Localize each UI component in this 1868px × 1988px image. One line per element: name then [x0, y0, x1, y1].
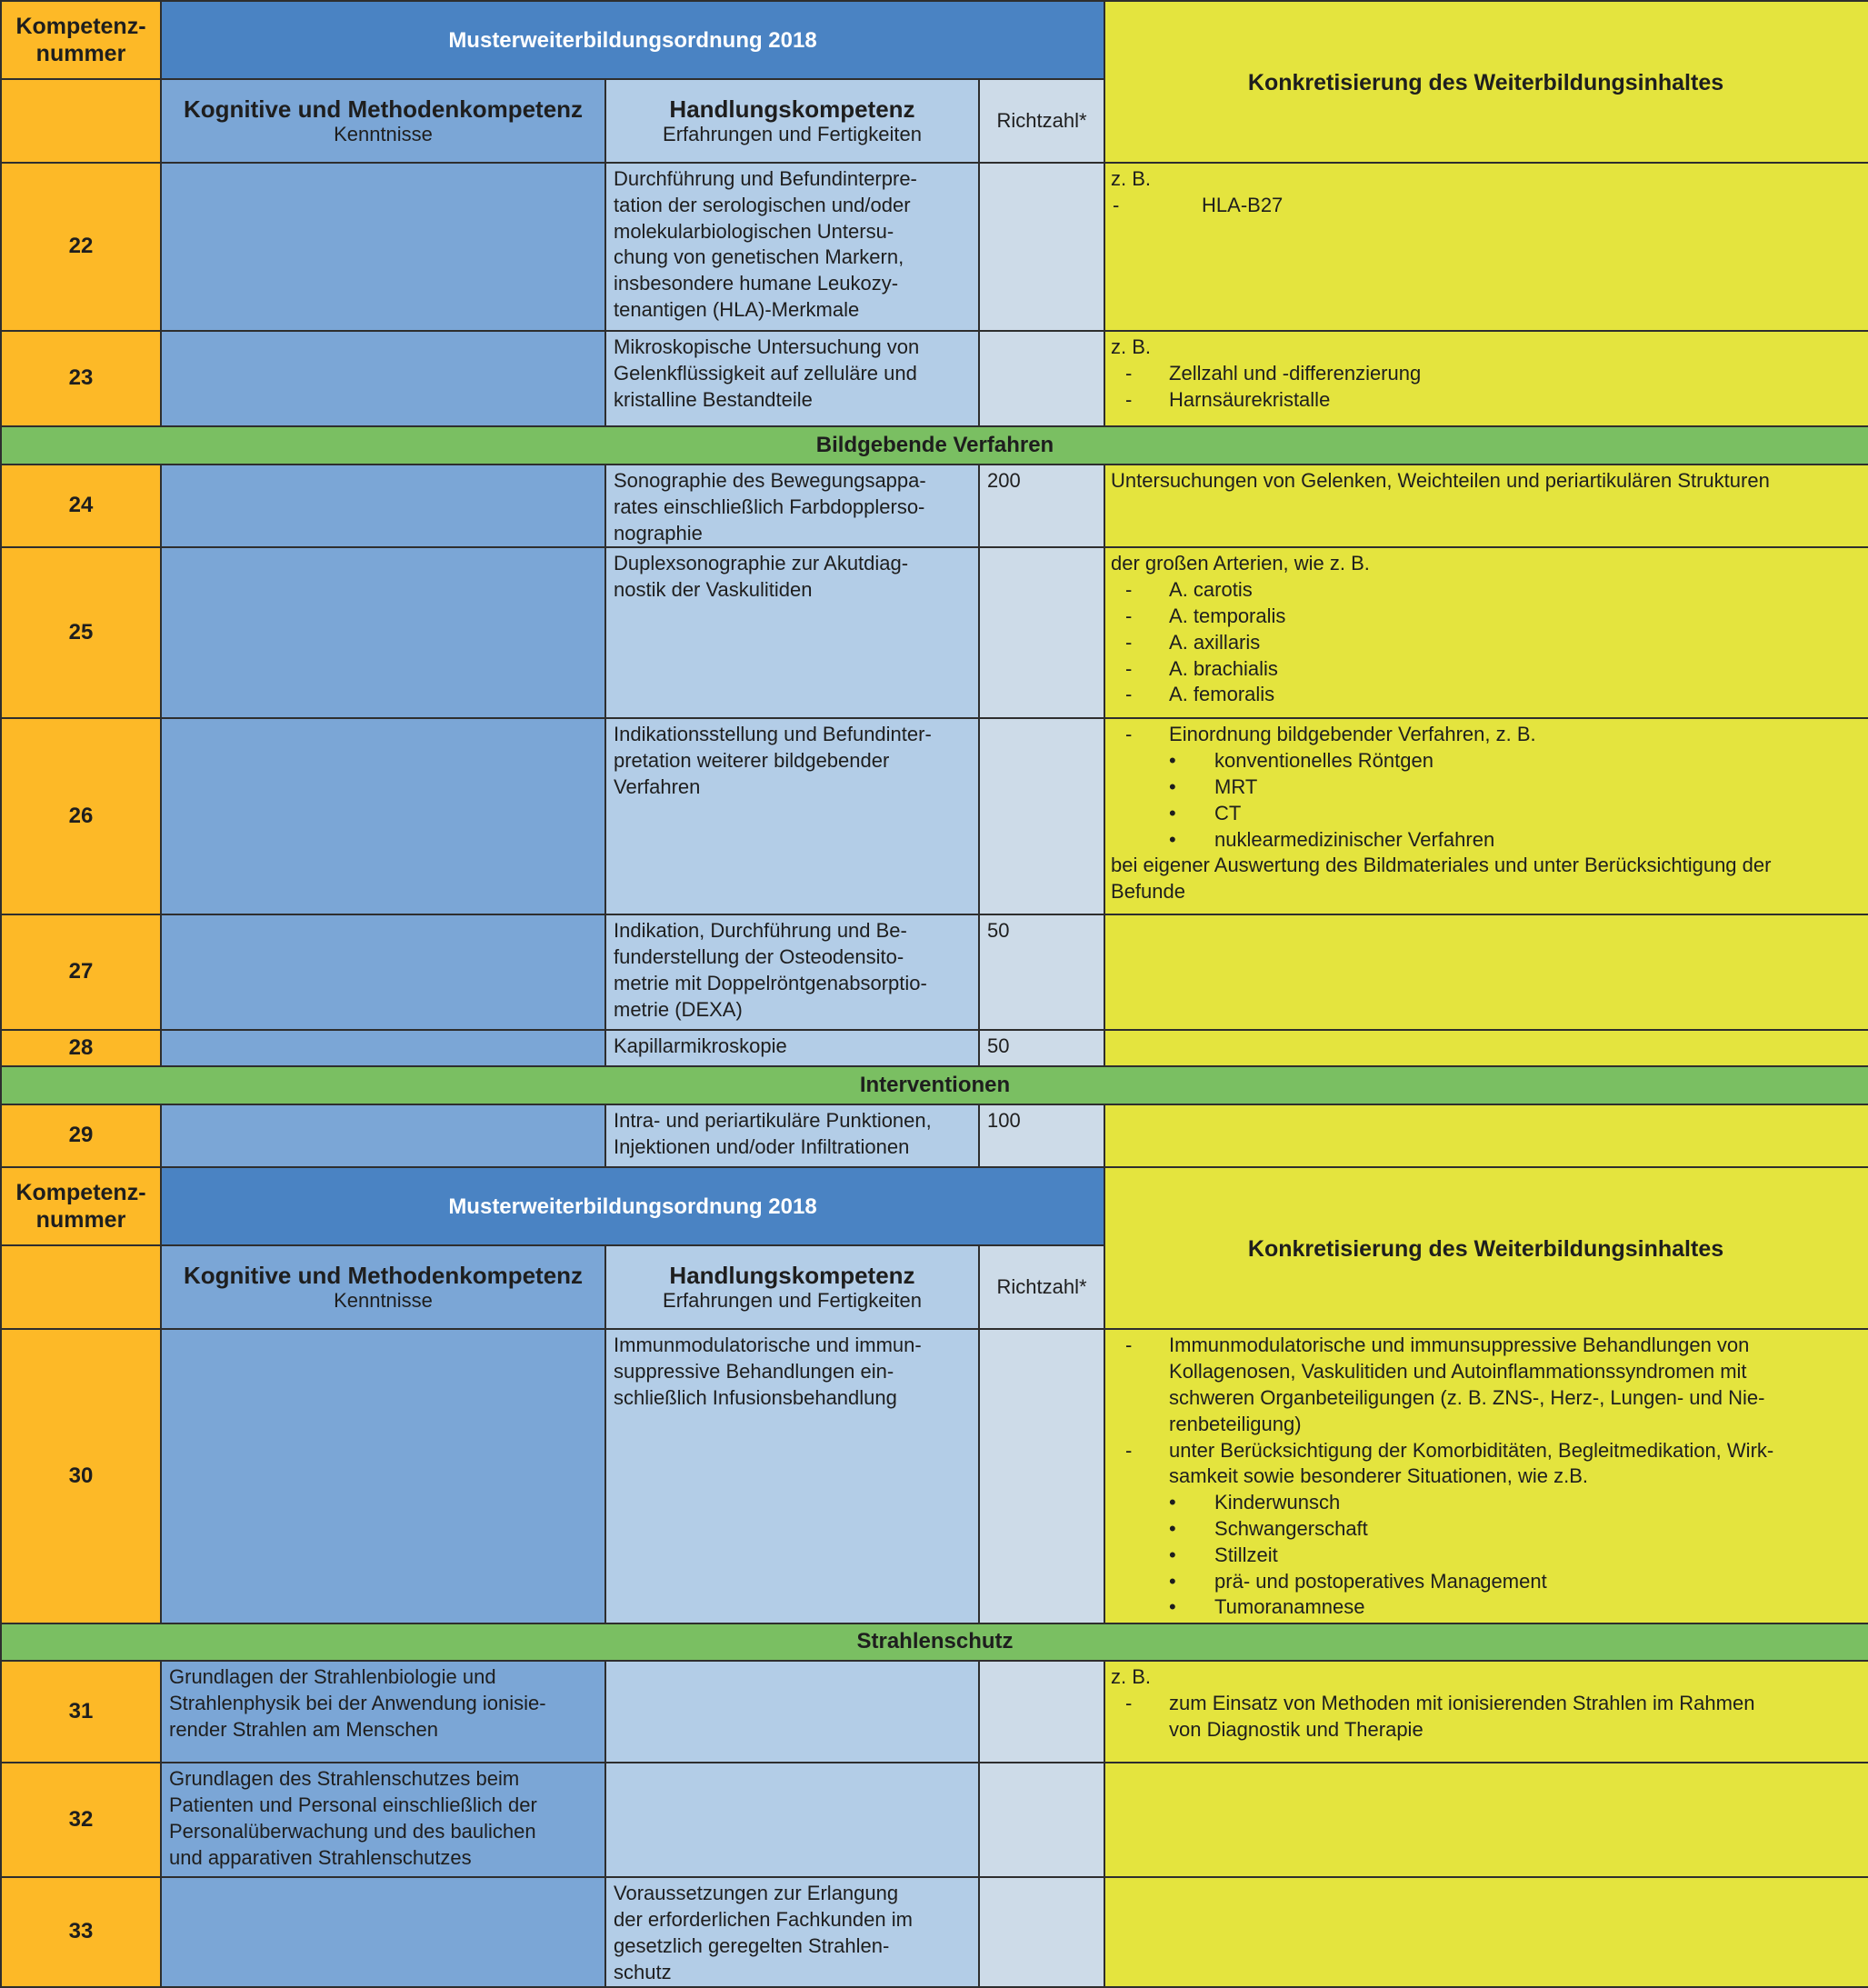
- handlung-header: [605, 1245, 979, 1329]
- kognitiv-cell: [161, 1661, 605, 1763]
- handlung-title: Handlungskompetenz: [669, 1262, 915, 1290]
- richtzahl-value: 100: [987, 1109, 1021, 1133]
- table-row: [1, 1030, 1868, 1066]
- konkret-dash-item: [1111, 1438, 1861, 1464]
- konkret-cont-item: [1111, 1464, 1861, 1490]
- handlung-cell: [605, 1877, 979, 1986]
- table-row: [1, 1877, 1868, 1986]
- konkret-dash-item: [1111, 630, 1861, 656]
- kognitiv-header: [161, 79, 605, 163]
- konkret-text: unter Berücksichtigung der Komorbiditäten, Begleitmedikation, Wirk-: [1169, 1438, 1774, 1462]
- kompetenz-label: nummer: [35, 1207, 126, 1234]
- konkretisierung-cell: [1104, 465, 1868, 547]
- table-row: [1, 718, 1868, 914]
- handlung-text-line: Sonographie des Bewegungsappa-: [614, 469, 926, 492]
- handlung-text-line: funderstellung der Osteodensito-: [614, 945, 904, 969]
- handlung-cell: [605, 914, 979, 1030]
- dash-marker: -: [1125, 604, 1133, 627]
- kompetenz-label: Kompetenz-: [15, 14, 146, 39]
- kognitiv-subtitle: Kenntnisse: [334, 123, 433, 145]
- dash-marker: -: [1125, 723, 1133, 746]
- richtzahl-cell: [979, 465, 1104, 547]
- kognitiv-cell: [161, 547, 605, 718]
- handlung-text-line: molekularbiologischen Untersu-: [614, 219, 894, 243]
- kognitiv-cell: [161, 331, 605, 426]
- richtzahl-cell: [979, 1104, 1104, 1167]
- kognitiv-subtitle: Kenntnisse: [334, 1289, 433, 1313]
- richtzahl-header: Richtzahl*: [979, 1245, 1104, 1329]
- table-row: [1, 163, 1868, 331]
- konkret-dash-item: [1111, 387, 1861, 414]
- handlung-text-line: chung von genetischen Markern,: [614, 245, 904, 269]
- konkret-dash-item: [1111, 361, 1861, 387]
- konkret-text: bei eigener Auswertung des Bildmateriales und unter Berücksichtigung der: [1111, 854, 1772, 877]
- handlung-text-line: Verfahren: [614, 774, 701, 798]
- konkret-text: Kinderwunsch: [1214, 1491, 1341, 1514]
- handlung-text-line: nostik der Vaskulitiden: [614, 578, 813, 602]
- competency-number: 26: [1, 718, 161, 914]
- konkret-text: HLA-B27: [1202, 193, 1284, 216]
- richtzahl-cell: [979, 163, 1104, 331]
- kompetenz-label: Kompetenz-: [15, 1180, 146, 1206]
- konkret-text: CT: [1214, 801, 1242, 824]
- bullet-icon: •: [1169, 1516, 1176, 1540]
- dash-marker: -: [1125, 387, 1133, 411]
- kompetenz-label: nummer: [35, 41, 126, 66]
- bullet-icon: •: [1169, 774, 1176, 798]
- bullet-icon: •: [1169, 801, 1176, 824]
- handlung-text-line: Voraussetzungen zur Erlangung: [614, 1882, 899, 1905]
- bullet-icon: •: [1169, 749, 1176, 773]
- konkret-bullet-item: [1111, 1569, 1861, 1595]
- konkret-text: A. temporalis: [1169, 604, 1286, 627]
- handlung-text-line: schließlich Infusionsbehandlung: [614, 1385, 897, 1409]
- konkret-bullet-item: [1111, 1594, 1861, 1621]
- competency-number: 23: [1, 331, 161, 426]
- dash-marker: -: [1125, 1334, 1133, 1357]
- competency-number: 31: [1, 1661, 161, 1763]
- konkret-text: Kollagenosen, Vaskulitiden und Autoinflammationssyndromen mit: [1169, 1360, 1747, 1384]
- konkret-plain-item: [1111, 853, 1861, 879]
- konkret-text: schweren Organbeteiligungen (z. B. ZNS-, Herz-, Lungen- und Nie-: [1169, 1385, 1765, 1409]
- konkret-text: Tumoranamnese: [1214, 1595, 1365, 1619]
- handlung-subtitle: Erfahrungen und Fertigkeiten: [663, 123, 922, 145]
- konkretisierung-cell: [1104, 1329, 1868, 1623]
- kognitiv-cell: [161, 1763, 605, 1877]
- handlung-text-line: Kapillarmikroskopie: [614, 1034, 787, 1058]
- bullet-icon: •: [1169, 1569, 1176, 1593]
- dash-marker: -: [1125, 656, 1133, 680]
- dash-marker: -: [1125, 1438, 1133, 1462]
- handlung-text-line: Gelenkflüssigkeit auf zelluläre und: [614, 361, 917, 385]
- konkretisierung-cell: [1104, 1104, 1868, 1167]
- handlung-cell: [605, 1104, 979, 1167]
- section-heading: Interventionen: [1, 1066, 1868, 1104]
- competency-number: 22: [1, 163, 161, 331]
- handlung-text-line: metrie mit Doppelröntgenabsorptio-: [614, 971, 927, 994]
- dash-marker: -: [1125, 683, 1133, 706]
- handlung-text-line: kristalline Bestandteile: [614, 387, 813, 411]
- handlung-text-line: nographie: [614, 521, 703, 544]
- kompetenz-header-blank: [1, 1245, 161, 1329]
- table-row: [1, 331, 1868, 426]
- konkret-text: samkeit sowie besonderer Situationen, wie z.B.: [1169, 1464, 1589, 1488]
- konkret-text: prä- und postoperatives Management: [1214, 1569, 1547, 1593]
- handlung-title: Handlungskompetenz: [669, 95, 915, 123]
- konkret-text: A. femoralis: [1169, 683, 1275, 706]
- handlung-cell: [605, 1763, 979, 1877]
- konkret-plain-item: [1111, 1664, 1861, 1691]
- konkret-text: A. axillaris: [1169, 630, 1261, 654]
- dash-marker: -: [1125, 630, 1133, 654]
- competency-number: 28: [1, 1030, 161, 1066]
- konkret-text: z. B.: [1111, 335, 1152, 358]
- header-row-top: [1, 1167, 1868, 1245]
- table-row: [1, 1104, 1868, 1167]
- kognitiv-text-line: Patienten und Personal einschließlich der: [169, 1793, 537, 1817]
- dash-marker: -: [1113, 193, 1120, 216]
- konkretisierung-cell: [1104, 1877, 1868, 1986]
- handlung-cell: [605, 1329, 979, 1623]
- konkret-plain-item: [1111, 551, 1861, 577]
- konkret-cont-item: [1111, 1717, 1861, 1743]
- handlung-text-line: metrie (DEXA): [614, 997, 743, 1021]
- richtzahl-header: Richtzahl*: [979, 79, 1104, 163]
- konkretisierung-header: Konkretisierung des Weiterbildungsinhaltes: [1104, 1167, 1868, 1329]
- competency-number: 25: [1, 547, 161, 718]
- konkret-bullet-item: [1111, 748, 1861, 774]
- handlung-cell: [605, 163, 979, 331]
- handlung-cell: [605, 1661, 979, 1763]
- richtzahl-cell: [979, 1030, 1104, 1066]
- handlung-text-line: Indikationsstellung und Befundinter-: [614, 723, 932, 746]
- handlung-text-line: Injektionen und/oder Infiltrationen: [614, 1135, 910, 1159]
- konkret-text: Harnsäurekristalle: [1169, 387, 1331, 411]
- header-row-top: [1, 1, 1868, 79]
- kognitiv-cell: [161, 1030, 605, 1066]
- konkret-text: Untersuchungen von Gelenken, Weichteilen und periartikulären Strukturen: [1111, 469, 1770, 492]
- konkret-dash-item: [1111, 1691, 1861, 1717]
- section-row: [1, 1623, 1868, 1661]
- handlung-text-line: Durchführung und Befundinterpre-: [614, 167, 917, 190]
- konkretisierung-cell: [1104, 1661, 1868, 1763]
- richtzahl-cell: [979, 914, 1104, 1030]
- kognitiv-cell: [161, 1877, 605, 1986]
- konkret-bullet-item: [1111, 1516, 1861, 1543]
- konkret-plain-item: [1111, 166, 1861, 193]
- konkret-bullet-item: [1111, 1490, 1861, 1516]
- handlung-text-line: pretation weiterer bildgebender: [614, 749, 890, 773]
- konkret-bullet-item: [1111, 801, 1861, 827]
- handlung-text-line: Immunmodulatorische und immun-: [614, 1334, 922, 1357]
- kognitiv-cell: [161, 914, 605, 1030]
- konkret-dash-item: [1111, 1333, 1861, 1359]
- richtzahl-cell: [979, 547, 1104, 718]
- konkret-text: zum Einsatz von Methoden mit ionisierenden Strahlen im Rahmen: [1169, 1692, 1755, 1715]
- table-row: [1, 914, 1868, 1030]
- richtzahl-cell: [979, 718, 1104, 914]
- handlung-cell: [605, 1030, 979, 1066]
- richtzahl-cell: [979, 331, 1104, 426]
- richtzahl-value: 50: [987, 919, 1010, 943]
- konkret-text: Stillzeit: [1214, 1543, 1278, 1566]
- konkretisierung-header: Konkretisierung des Weiterbildungsinhaltes: [1104, 1, 1868, 163]
- kognitiv-text-line: Strahlenphysik bei der Anwendung ionisie-: [169, 1692, 546, 1715]
- handlung-text-line: suppressive Behandlungen ein-: [614, 1360, 894, 1384]
- konkret-dashfar-item: [1111, 193, 1861, 219]
- competency-number: 24: [1, 465, 161, 547]
- bullet-icon: •: [1169, 1543, 1176, 1566]
- bullet-icon: •: [1169, 1595, 1176, 1619]
- konkret-text: renbeteiligung): [1169, 1412, 1302, 1435]
- kompetenz-header: [1, 1, 161, 79]
- handlung-cell: [605, 547, 979, 718]
- mwbo-header: Musterweiterbildungsordnung 2018: [161, 1, 1104, 79]
- kognitiv-cell: [161, 1104, 605, 1167]
- handlung-text-line: Indikation, Durchführung und Be-: [614, 919, 907, 943]
- konkret-text: Befunde: [1111, 880, 1185, 904]
- kognitiv-cell: [161, 718, 605, 914]
- kognitiv-text-line: Personalüberwachung und des baulichen: [169, 1819, 536, 1843]
- section-row: [1, 426, 1868, 465]
- konkret-dash-item: [1111, 722, 1861, 748]
- kompetenz-header: [1, 1167, 161, 1245]
- kognitiv-title: Kognitive und Methodenkompetenz: [183, 95, 584, 123]
- richtzahl-cell: [979, 1329, 1104, 1623]
- konkret-bullet-item: [1111, 1543, 1861, 1569]
- table-row: [1, 547, 1868, 718]
- konkret-text: Schwangerschaft: [1214, 1516, 1368, 1540]
- konkret-text: Zellzahl und -differenzierung: [1169, 361, 1422, 385]
- kognitiv-cell: [161, 465, 605, 547]
- handlung-text-line: Duplexsonographie zur Akutdiag-: [614, 552, 909, 575]
- handlung-text-line: tenantigen (HLA)-Merkmale: [614, 297, 860, 321]
- konkret-text: der großen Arterien, wie z. B.: [1111, 552, 1370, 575]
- kognitiv-header: [161, 1245, 605, 1329]
- konkretisierung-cell: [1104, 718, 1868, 914]
- kognitiv-text-line: Grundlagen der Strahlenbiologie und: [169, 1665, 496, 1689]
- richtzahl-cell: [979, 1877, 1104, 1986]
- handlung-text-line: schutz: [614, 1960, 672, 1983]
- handlung-subtitle: Erfahrungen und Fertigkeiten: [663, 1289, 922, 1313]
- handlung-cell: [605, 465, 979, 547]
- table-row: [1, 465, 1868, 547]
- kognitiv-cell: [161, 163, 605, 331]
- konkret-dash-item: [1111, 682, 1861, 708]
- konkretisierung-cell: [1104, 1030, 1868, 1066]
- kognitiv-text-line: und apparativen Strahlenschutzes: [169, 1845, 472, 1869]
- handlung-cell: [605, 331, 979, 426]
- handlung-header: [605, 79, 979, 163]
- section-heading: Bildgebende Verfahren: [1, 426, 1868, 465]
- competency-number: 27: [1, 914, 161, 1030]
- handlung-text-line: tation der serologischen und/oder: [614, 193, 911, 216]
- richtzahl-cell: [979, 1661, 1104, 1763]
- handlung-text-line: gesetzlich geregelten Strahlen-: [614, 1933, 890, 1957]
- richtzahl-value: 50: [987, 1034, 1010, 1058]
- bullet-icon: •: [1169, 1491, 1176, 1514]
- konkret-plain-item: [1111, 468, 1861, 495]
- section-heading: Strahlenschutz: [1, 1623, 1868, 1661]
- bullet-icon: •: [1169, 827, 1176, 851]
- konkretisierung-cell: [1104, 914, 1868, 1030]
- dash-marker: -: [1125, 361, 1133, 385]
- dash-marker: -: [1125, 1692, 1133, 1715]
- konkret-dash-item: [1111, 577, 1861, 604]
- kognitiv-cell: [161, 1329, 605, 1623]
- konkret-text: nuklearmedizinischer Verfahren: [1214, 827, 1495, 851]
- table-row: [1, 1763, 1868, 1877]
- section-row: [1, 1066, 1868, 1104]
- handlung-text-line: Mikroskopische Untersuchung von: [614, 335, 920, 358]
- kognitiv-title: Kognitive und Methodenkompetenz: [183, 1262, 584, 1290]
- handlung-cell: [605, 718, 979, 914]
- konkret-text: von Diagnostik und Therapie: [1169, 1717, 1423, 1741]
- konkret-cont-item: [1111, 1385, 1861, 1412]
- konkret-text: z. B.: [1111, 167, 1152, 190]
- konkret-text: konventionelles Röntgen: [1214, 749, 1433, 773]
- richtzahl-cell: [979, 1763, 1104, 1877]
- konkret-text: MRT: [1214, 774, 1258, 798]
- kompetenz-header-blank: [1, 79, 161, 163]
- konkret-cont-item: [1111, 1412, 1861, 1438]
- dash-marker: -: [1125, 578, 1133, 602]
- kognitiv-text-line: Grundlagen des Strahlenschutzes beim: [169, 1767, 520, 1791]
- konkret-text: A. carotis: [1169, 578, 1253, 602]
- table-row: [1, 1329, 1868, 1623]
- konkret-dash-item: [1111, 656, 1861, 683]
- competency-number: 33: [1, 1877, 161, 1986]
- konkret-dash-item: [1111, 604, 1861, 630]
- kognitiv-text-line: render Strahlen am Menschen: [169, 1717, 438, 1741]
- konkretisierung-cell: [1104, 547, 1868, 718]
- konkret-text: A. brachialis: [1169, 656, 1278, 680]
- handlung-text-line: insbesondere humane Leukozy-: [614, 272, 899, 295]
- konkret-plain-item: [1111, 335, 1861, 361]
- konkret-bullet-item: [1111, 774, 1861, 801]
- richtzahl-value: 200: [987, 469, 1021, 492]
- konkret-text: Immunmodulatorische und immunsuppressive Behandlungen von: [1169, 1334, 1750, 1357]
- konkret-text: z. B.: [1111, 1665, 1152, 1689]
- table-row: [1, 1661, 1868, 1763]
- konkret-text: Einordnung bildgebender Verfahren, z. B.: [1169, 723, 1536, 746]
- konkretisierung-cell: [1104, 163, 1868, 331]
- konkret-cont-item: [1111, 1359, 1861, 1385]
- konkretisierung-cell: [1104, 1763, 1868, 1877]
- konkretisierung-cell: [1104, 331, 1868, 426]
- mwbo-header: Musterweiterbildungsordnung 2018: [161, 1167, 1104, 1245]
- competency-number: 32: [1, 1763, 161, 1877]
- competency-number: 30: [1, 1329, 161, 1623]
- handlung-text-line: der erforderlichen Fachkunden im: [614, 1908, 913, 1932]
- konkret-plain-item: [1111, 879, 1861, 905]
- competency-number: 29: [1, 1104, 161, 1167]
- konkret-bullet-item: [1111, 827, 1861, 854]
- handlung-text-line: rates einschließlich Farbdopplerso-: [614, 495, 925, 518]
- handlung-text-line: Intra- und periartikuläre Punktionen,: [614, 1109, 932, 1133]
